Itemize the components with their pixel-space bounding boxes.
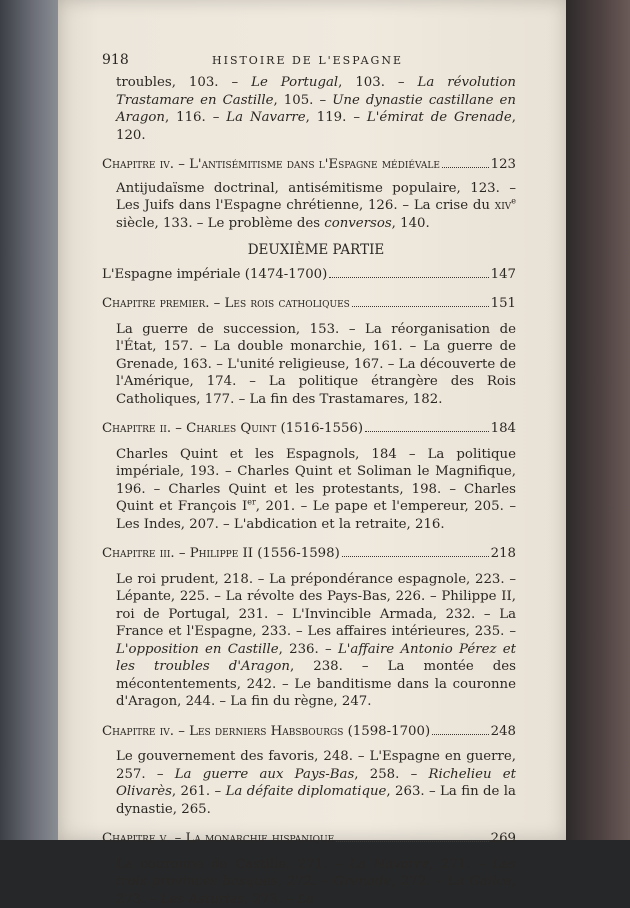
italic-text: Les Asturies <box>161 892 244 907</box>
italic-text: Une dynastie castillane en Aragon <box>116 93 516 126</box>
dot-leader <box>365 431 489 432</box>
chapter-title: Chapitre iv. – L'antisémitisme dans l'Espagne médiévale <box>102 156 440 174</box>
italic-text: Grenade <box>334 874 392 889</box>
italic-text: La Navarre <box>349 857 429 872</box>
italic-text: L'affaire Antonio Pérez et les troubles d'Aragon <box>116 642 516 675</box>
italic-text: La défaite diplomatique <box>226 784 387 799</box>
chapter-page: 151 <box>491 295 516 313</box>
text-run: , 236. – <box>279 642 338 657</box>
chapter-title: Chapitre premier. – Les rois catholiques <box>102 295 350 313</box>
part-title: L'Espagne impériale (1474-1700) <box>102 266 327 284</box>
chapter-4-habsbourgs-entry <box>102 723 516 741</box>
text-run: La couronne de Castille, 271. – <box>116 857 349 872</box>
text-run: , 238. – La montée des mécontentements, 242. – Le banditisme dans la couronne d'Aragon, 244. – La fin du règne, 247. <box>116 659 516 709</box>
text-run: , 263. – La fin de la dynastie, 265. <box>116 784 516 817</box>
italic-text: L'opposition en Castille <box>116 642 279 657</box>
text-run: , 140. <box>392 216 430 231</box>
chapter-2-entry <box>102 420 516 438</box>
part-page: 147 <box>491 266 516 284</box>
text-run: Charles Quint et les Espagnols, 184 – La politique impériale, 193. – Charles Quint et Soliman le Magnifique, 196. – Charles Quint et les protestants, 198. – Charles Quint et François I <box>116 447 516 515</box>
text-run: , 116. – <box>165 110 226 125</box>
chapter-page: 218 <box>491 545 516 563</box>
italic-text: Richelieu et Olivarès <box>116 767 516 800</box>
italic-text: La Galice <box>447 874 511 889</box>
text-run: Antijudaïsme doctrinal, antisémitisme populaire, 123. – Les Juifs dans l'Espagne chrétienne, 126. – La crise du <box>116 181 516 214</box>
superscript: er <box>247 498 256 507</box>
background-left <box>0 0 58 840</box>
part-title-entry <box>102 266 516 284</box>
text-run: , 272. – <box>391 874 447 889</box>
chapter-page: 248 <box>491 723 516 741</box>
italic-text: La <box>297 892 314 907</box>
chapter-page: 269 <box>491 830 516 848</box>
dot-leader <box>336 841 488 842</box>
text-run: , 119. – <box>306 110 367 125</box>
text-run: , 103. – <box>338 75 417 90</box>
table-of-contents <box>116 74 516 908</box>
chapter-5-entry <box>102 830 516 848</box>
italic-text: Le Portugal <box>251 75 338 90</box>
italic-text: L'émirat de Grenade <box>367 110 512 125</box>
chapter-iv-antisemitism-entry <box>102 156 516 174</box>
text-run: , 261. – <box>172 784 226 799</box>
chapter-title: Chapitre ii. – Charles Quint (1516-1556) <box>102 420 363 438</box>
text-run: , 271. – <box>429 857 492 872</box>
chapter-title: Chapitre iii. – Philippe II (1556-1598) <box>102 545 340 563</box>
book-page <box>58 0 566 840</box>
text-run: Le roi prudent, 218. – La prépondérance espagnole, 223. – Lépante, 225. – La révolte des Pays-Bas, 226. – Philippe II, roi de Portugal, 231. – L'Invincible Armada, 232. – La France et l'Espagne, 233. – Les affaires intérieures, 235. – <box>116 572 516 640</box>
page-header <box>102 52 522 72</box>
running-title: HISTOIRE DE L'ESPAGNE <box>212 54 403 67</box>
text-run: , 273. – <box>244 892 297 907</box>
dot-leader <box>329 277 488 278</box>
page-number: 918 <box>102 52 129 68</box>
text-run: , 201. – Le pape et l'empereur, 205. – Les Indes, 207. – L'abdication et la retraite, 216. <box>116 499 516 532</box>
chapter-1-entry <box>102 295 516 313</box>
chapter-3-entry <box>102 545 516 563</box>
dot-leader <box>342 556 489 557</box>
superscript: e <box>511 197 516 206</box>
chapter-summary <box>116 856 516 908</box>
dot-leader <box>442 167 489 168</box>
text-run: troubles, 103. – <box>116 75 251 90</box>
century-numeral: xiv <box>495 198 511 213</box>
italic-text: La révolution Trastamare en Castille <box>116 75 516 108</box>
continued-text <box>116 74 516 144</box>
text-run: , 105. – <box>274 93 333 108</box>
italic-text: La guerre aux Pays-Bas <box>175 767 355 782</box>
text-run: , 273. – <box>116 874 516 907</box>
chapter-title: Chapitre v. – La monarchie hispanique <box>102 830 334 848</box>
part-heading: DEUXIÈME PARTIE <box>116 242 516 260</box>
chapter-page: 123 <box>491 156 516 174</box>
dot-leader <box>352 306 489 307</box>
text-run: , 272. – <box>278 874 334 889</box>
dot-leader <box>432 734 488 735</box>
chapter-summary <box>116 180 516 233</box>
chapter-summary <box>116 748 516 818</box>
text-run: siècle, 133. – Le problème des <box>116 216 324 231</box>
background-right <box>566 0 630 840</box>
chapter-page: 184 <box>491 420 516 438</box>
italic-text: Les trois provinces basques <box>116 857 516 890</box>
italic-text: conversos <box>324 216 391 231</box>
text-run: Le gouvernement des favoris, 248. – L'Espagne en guerre, 257. – <box>116 749 516 782</box>
text-run: , 258. – <box>354 767 428 782</box>
chapter-title: Chapitre iv. – Les derniers Habsbourgs (1598-1700) <box>102 723 430 741</box>
chapter-summary <box>116 446 516 534</box>
text-run: , 120. <box>116 110 516 143</box>
italic-text: La Navarre <box>226 110 305 125</box>
chapter-summary <box>116 571 516 711</box>
chapter-summary: La guerre de succession, 153. – La réorganisation de l'État, 157. – La double monarchie, 161. – La guerre de Grenade, 163. – L'unité religieuse, 167. – La découverte de l'Amérique, 174. – La politique étrangère des Rois Catholiques, 177. – La fin des Trastamares, 182. <box>116 321 516 409</box>
